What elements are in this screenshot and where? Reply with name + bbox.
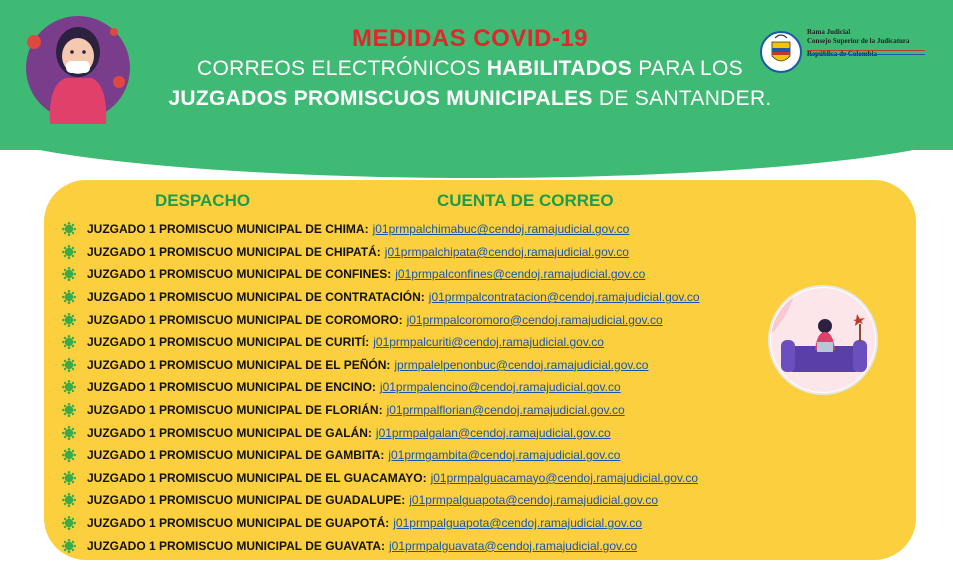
green-virus-icon [62, 539, 76, 553]
email-link[interactable]: j01prmpalencino@cendoj.ramajudicial.gov.co [379, 380, 621, 395]
logo-divider [807, 50, 925, 55]
email-link[interactable]: j01prmpalguacamayo@cendoj.ramajudicial.gov.co [430, 470, 699, 485]
email-link[interactable]: j01prmpalchimabuc@cendoj.ramajudicial.gov.co [372, 222, 630, 237]
email-link[interactable]: j01prmpalguapota@cendoj.ramajudicial.gov.co [393, 516, 643, 531]
email-link[interactable]: j01prmpalgalan@cendoj.ramajudicial.gov.co [375, 425, 611, 440]
logo-line-2: Consejo Superior de la Judicatura [807, 36, 910, 45]
list-item [62, 241, 782, 264]
list-item [62, 263, 782, 286]
subtitle-line-1 [150, 54, 790, 84]
email-link[interactable]: j01prmpalcoromoro@cendoj.ramajudicial.gov.co [406, 312, 663, 327]
woman-laptop-illustration [767, 284, 879, 396]
court-email-list [62, 218, 782, 557]
subtitle-line-2 [150, 84, 790, 114]
list-item [62, 421, 782, 444]
court-name: JUZGADO 1 PROMISCUO MUNICIPAL DE CHIPATÁ: [87, 244, 381, 259]
list-item [62, 467, 782, 490]
green-virus-icon [62, 245, 76, 259]
header-banner-curve [0, 118, 953, 178]
green-virus-icon [62, 222, 76, 236]
page-title: MEDIDAS COVID-19 [351, 25, 589, 52]
green-virus-icon [62, 426, 76, 440]
subtitle-text: DE SANTANDER. [592, 87, 772, 110]
list-item [62, 489, 782, 512]
green-virus-icon [62, 290, 76, 304]
court-name: JUZGADO 1 PROMISCUO MUNICIPAL DE GUAVATA: [87, 538, 386, 553]
email-link[interactable]: j01prmpalguavata@cendoj.ramajudicial.gov.co [389, 538, 638, 553]
email-link[interactable]: j01prmpalguapota@cendoj.ramajudicial.gov.co [409, 493, 659, 508]
email-link[interactable]: j01prmpalconfines@cendoj.ramajudicial.gov.co [395, 267, 646, 282]
list-item [62, 376, 782, 399]
court-name: JUZGADO 1 PROMISCUO MUNICIPAL DE ENCINO: [87, 380, 376, 395]
court-name: JUZGADO 1 PROMISCUO MUNICIPAL DE GAMBITA: [87, 448, 385, 463]
subtitle-text: PARA LOS [632, 57, 743, 80]
green-virus-icon [62, 516, 76, 530]
court-name: JUZGADO 1 PROMISCUO MUNICIPAL DE CONFINES: [87, 267, 392, 282]
green-virus-icon [62, 448, 76, 462]
email-link[interactable]: j01prmpalcuriti@cendoj.ramajudicial.gov.co [373, 335, 604, 350]
green-virus-icon [62, 313, 76, 327]
list-item [62, 399, 782, 422]
court-name: JUZGADO 1 PROMISCUO MUNICIPAL DE GUAPOTÁ: [87, 516, 390, 531]
court-name: JUZGADO 1 PROMISCUO MUNICIPAL DE CHIMA: [87, 222, 369, 237]
header-title-block [150, 24, 790, 114]
email-link[interactable]: j01prmgambita@cendoj.ramajudicial.gov.co [388, 448, 621, 463]
subtitle-bold: JUZGADOS PROMISCUOS MUNICIPALES [168, 87, 593, 110]
email-link[interactable]: j01prmpalchipata@cendoj.ramajudicial.gov.co [384, 244, 629, 259]
list-item [62, 218, 782, 241]
green-virus-icon [62, 358, 76, 372]
green-virus-icon [62, 493, 76, 507]
column-header-despacho: DESPACHO [155, 191, 251, 210]
court-name: JUZGADO 1 PROMISCUO MUNICIPAL DE EL PEÑÓN: [87, 357, 391, 372]
court-name: JUZGADO 1 PROMISCUO MUNICIPAL DE GALÁN: [87, 425, 372, 440]
logo-line-1: Rama Judicial [807, 28, 851, 36]
sick-woman-illustration [16, 4, 132, 134]
court-name: JUZGADO 1 PROMISCUO MUNICIPAL DE GUADALUPE: [87, 493, 406, 508]
email-link[interactable]: j01prmpalflorian@cendoj.ramajudicial.gov.co [386, 403, 625, 418]
subtitle-text: CORREOS ELECTRÓNICOS [197, 57, 487, 80]
rama-judicial-logo [759, 28, 929, 82]
list-item [62, 444, 782, 467]
green-virus-icon [62, 380, 76, 394]
column-header-correo: CUENTA DE CORREO [437, 191, 614, 210]
list-item [62, 286, 782, 309]
court-name: JUZGADO 1 PROMISCUO MUNICIPAL DE CURITÍ: [87, 335, 370, 350]
list-item [62, 308, 782, 331]
court-name: JUZGADO 1 PROMISCUO MUNICIPAL DE CONTRATACIÓN: [87, 290, 425, 305]
list-item [62, 354, 782, 377]
court-name: JUZGADO 1 PROMISCUO MUNICIPAL DE COROMORO: [87, 312, 403, 327]
green-virus-icon [62, 335, 76, 349]
email-link[interactable]: jprmpalelpenonbuc@cendoj.ramajudicial.gov.co [394, 357, 649, 372]
court-name: JUZGADO 1 PROMISCUO MUNICIPAL DE EL GUACAMAYO: [87, 470, 427, 485]
list-item [62, 512, 782, 535]
court-name: JUZGADO 1 PROMISCUO MUNICIPAL DE FLORIÁN: [87, 403, 383, 418]
list-item [62, 534, 782, 557]
logo-line-3: República de Colombia [807, 50, 878, 58]
list-item [62, 331, 782, 354]
green-virus-icon [62, 267, 76, 281]
green-virus-icon [62, 403, 76, 417]
green-virus-icon [62, 471, 76, 485]
subtitle-bold: HABILITADOS [486, 57, 633, 80]
coat-of-arms-icon [759, 28, 803, 76]
email-link[interactable]: j01prmpalcontratacion@cendoj.ramajudicial.gov.co [428, 290, 700, 305]
